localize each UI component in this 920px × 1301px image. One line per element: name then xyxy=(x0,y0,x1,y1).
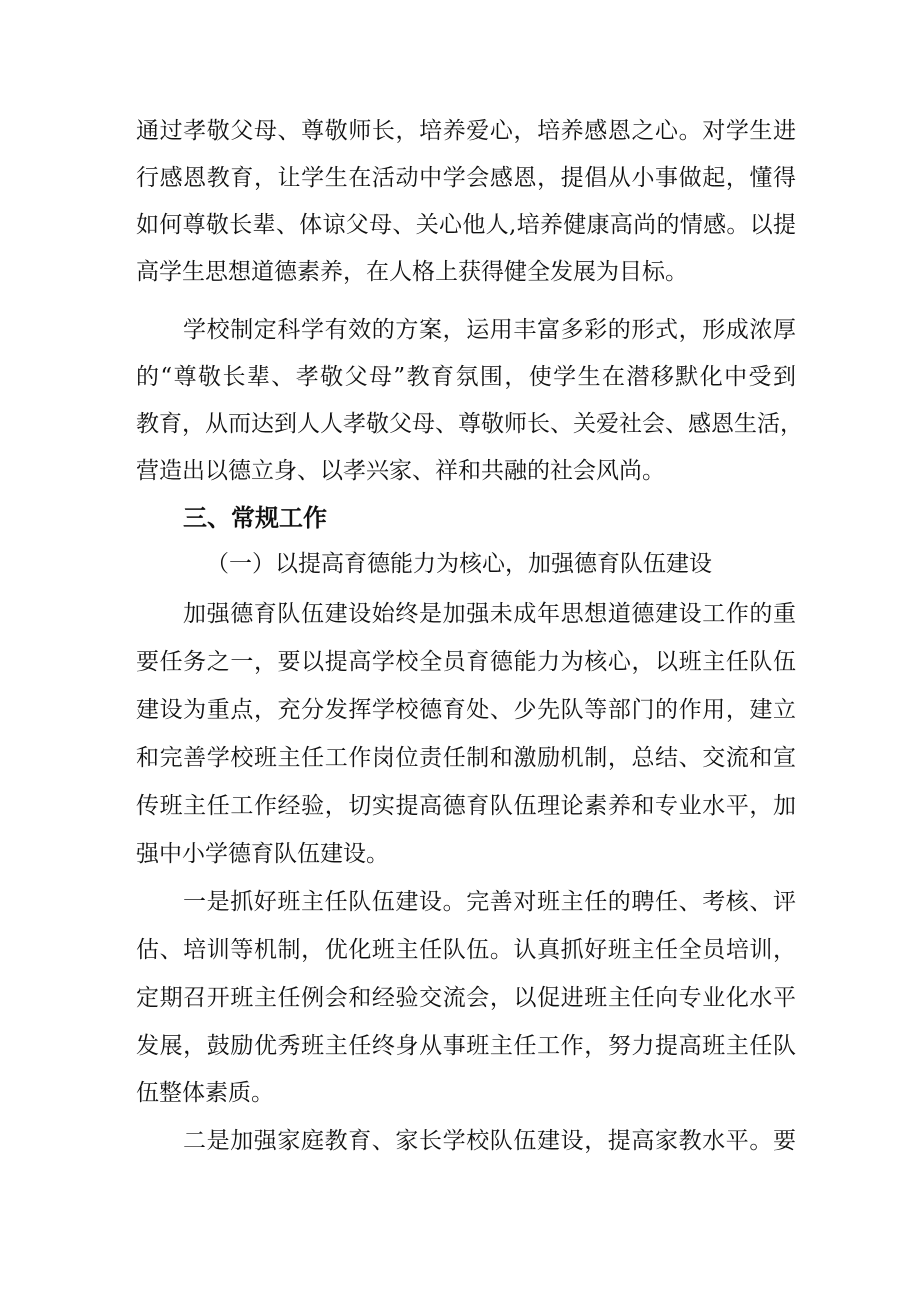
paragraph-4-line-3: 定期召开班主任例会和经验交流会，以促进班主任向专业化水平 xyxy=(136,985,796,1011)
paragraph-4-line-1: 一是抓好班主任队伍建设。完善对班主任的聘任、考核、评 xyxy=(183,889,796,915)
paragraph-2-line-4: 营造出以德立身、以孝兴家、祥和共融的社会风尚。 xyxy=(136,458,665,484)
paragraph-3-line-1: 加强德育队伍建设始终是加强未成年思想道德建设工作的重 xyxy=(183,601,796,627)
section-subheading: （一）以提高育德能力为核心，加强德育队伍建设 xyxy=(206,551,712,577)
paragraph-3-line-3: 建设为重点，充分发挥学校德育处、少先队等部门的作用，建立 xyxy=(136,697,796,723)
paragraph-4-line-4: 发展，鼓励优秀班主任终身从事班主任工作，努力提高班主任队 xyxy=(136,1033,796,1059)
paragraph-1-line-2: 行感恩教育，让学生在活动中学会感恩，提倡从小事做起，懂得 xyxy=(136,165,796,191)
paragraph-1-line-4: 高学生思想道德素养，在人格上获得健全发展为目标。 xyxy=(136,259,688,285)
paragraph-4-line-5: 伍整体素质。 xyxy=(136,1080,274,1106)
paragraph-3-line-6: 强中小学德育队伍建设。 xyxy=(136,841,389,867)
paragraph-1-line-3: 如何尊敬长辈、体谅父母、关心他人,培养健康高尚的情感。以提 xyxy=(136,212,796,238)
paragraph-4-line-2: 估、培训等机制，优化班主任队伍。认真抓好班主任全员培训， xyxy=(136,937,796,963)
paragraph-5-line-1: 二是加强家庭教育、家长学校队伍建设，提高家教水平。要 xyxy=(183,1128,796,1154)
paragraph-3-line-4: 和完善学校班主任工作岗位责任制和激励机制，总结、交流和宣 xyxy=(136,745,796,771)
paragraph-3-line-2: 要任务之一，要以提高学校全员育德能力为核心，以班主任队伍 xyxy=(136,649,796,675)
paragraph-2-line-3: 教育，从而达到人人孝敬父母、尊敬师长、关爱社会、感恩生活， xyxy=(136,411,803,437)
paragraph-2-line-2: 的“尊敬长辈、孝敬父母”教育氛围，使学生在潜移默化中受到 xyxy=(136,364,796,390)
paragraph-3-line-5: 传班主任工作经验，切实提高德育队伍理论素养和专业水平，加 xyxy=(136,793,796,819)
paragraph-2-line-1: 学校制定科学有效的方案，运用丰富多彩的形式，形成浓厚 xyxy=(183,317,796,343)
paragraph-1-line-1: 通过孝敬父母、尊敬师长，培养爱心，培养感恩之心。对学生进 xyxy=(136,118,796,144)
section-heading: 三、常规工作 xyxy=(183,504,327,532)
